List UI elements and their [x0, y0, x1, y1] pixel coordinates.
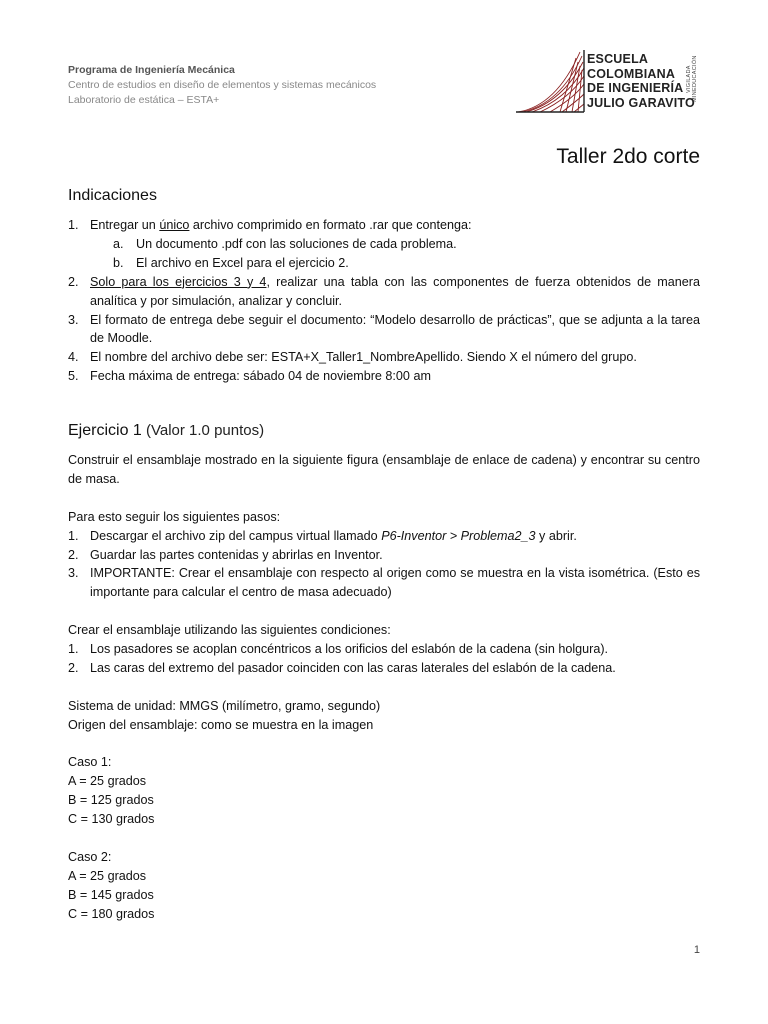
list-subitem: a. Un documento .pdf con las soluciones de cada problema. [113, 236, 457, 251]
conditions-intro: Crear el ensamblaje utilizando las siguientes condiciones: [68, 623, 391, 638]
center-name: Centro de estudios en diseño de elementos y sistemas mecánicos [68, 79, 377, 91]
list-item: 4. El nombre del archivo debe ser: ESTA+X_Taller1_NombreApellido. Siendo X el número del grupo. [68, 350, 637, 365]
case-2-title: Caso 2: [68, 849, 112, 864]
ejercicio-1-body [68, 451, 700, 924]
section-heading-indicaciones: Indicaciones [68, 187, 157, 204]
indicaciones-list [68, 216, 700, 386]
university-name: ESCUELA COLOMBIANA DE INGENIERÍA JULIO GARAVITO [587, 52, 695, 110]
program-name: Programa de Ingeniería Mecánica [68, 64, 235, 76]
case-1-title: Caso 1: [68, 755, 112, 770]
case-1-b: B = 125 grados [68, 793, 154, 808]
list-item: 1. Descargar el archivo zip del campus virtual llamado P6-Inventor > Problema2_3 y abrir. [68, 528, 577, 543]
exercise-value: (Valor 1.0 puntos) [141, 422, 265, 439]
list-item: 2. Las caras del extremo del pasador coinciden con las caras laterales del eslabón de la cadena. [68, 660, 616, 675]
document-title: Taller 2do corte [556, 145, 700, 168]
list-subitem: b. El archivo en Excel para el ejercicio 2. [113, 255, 349, 270]
lab-name: Laboratorio de estática – ESTA+ [68, 94, 220, 106]
list-item: 3. El formato de entrega debe seguir el documento: “Modelo desarrollo de prácticas”, que se adjunta a la tarea de Moodle. [68, 312, 700, 346]
list-item: 3. IMPORTANTE: Crear el ensamblaje con respecto al origen como se muestra en la vista isométrica. (Esto es importante para calcular el centro de masa adecuado) [68, 566, 700, 600]
case-1-c: C = 130 grados [68, 812, 155, 827]
case-1-a: A = 25 grados [68, 774, 147, 789]
page-number: 1 [693, 944, 700, 956]
exercise-intro: Construir el ensamblaje mostrado en la siguiente figura (ensamblaje de enlace de cadena) y encontrar su centro de masa. [68, 453, 700, 486]
list-item: 1. Entregar un único archivo comprimido en formato .rar que contenga: [68, 218, 472, 232]
case-2-c: C = 180 grados [68, 906, 155, 921]
institution-header [68, 63, 376, 108]
unit-system: Sistema de unidad: MMGS (milímetro, gramo, segundo) [68, 698, 381, 713]
assembly-origin: Origen del ensamblaje: como se muestra en la imagen [68, 717, 374, 732]
steps-intro: Para esto seguir los siguientes pasos: [68, 509, 281, 524]
list-item: 2. Solo para los ejercicios 3 y 4, realizar una tabla con las componentes de fuerza obtenidos de manera analítica y por simulación, analizar y concluir. [68, 274, 700, 308]
section-heading-ejercicio-1: Ejercicio 1 (Valor 1.0 puntos) [68, 422, 265, 439]
list-item: 5. Fecha máxima de entrega: sábado 04 de noviembre 8:00 am [68, 369, 431, 384]
list-item: 1. Los pasadores se acoplan concéntricos a los orificios del eslabón de la cadena (sin holgura). [68, 642, 609, 657]
list-item: 2. Guardar las partes contenidas y abrirlas en Inventor. [68, 547, 383, 562]
case-2-b: B = 145 grados [68, 887, 154, 902]
case-2-a: A = 25 grados [68, 868, 147, 883]
vigilada-label: VIGILADA MINEDUCACIÓN [686, 55, 698, 103]
